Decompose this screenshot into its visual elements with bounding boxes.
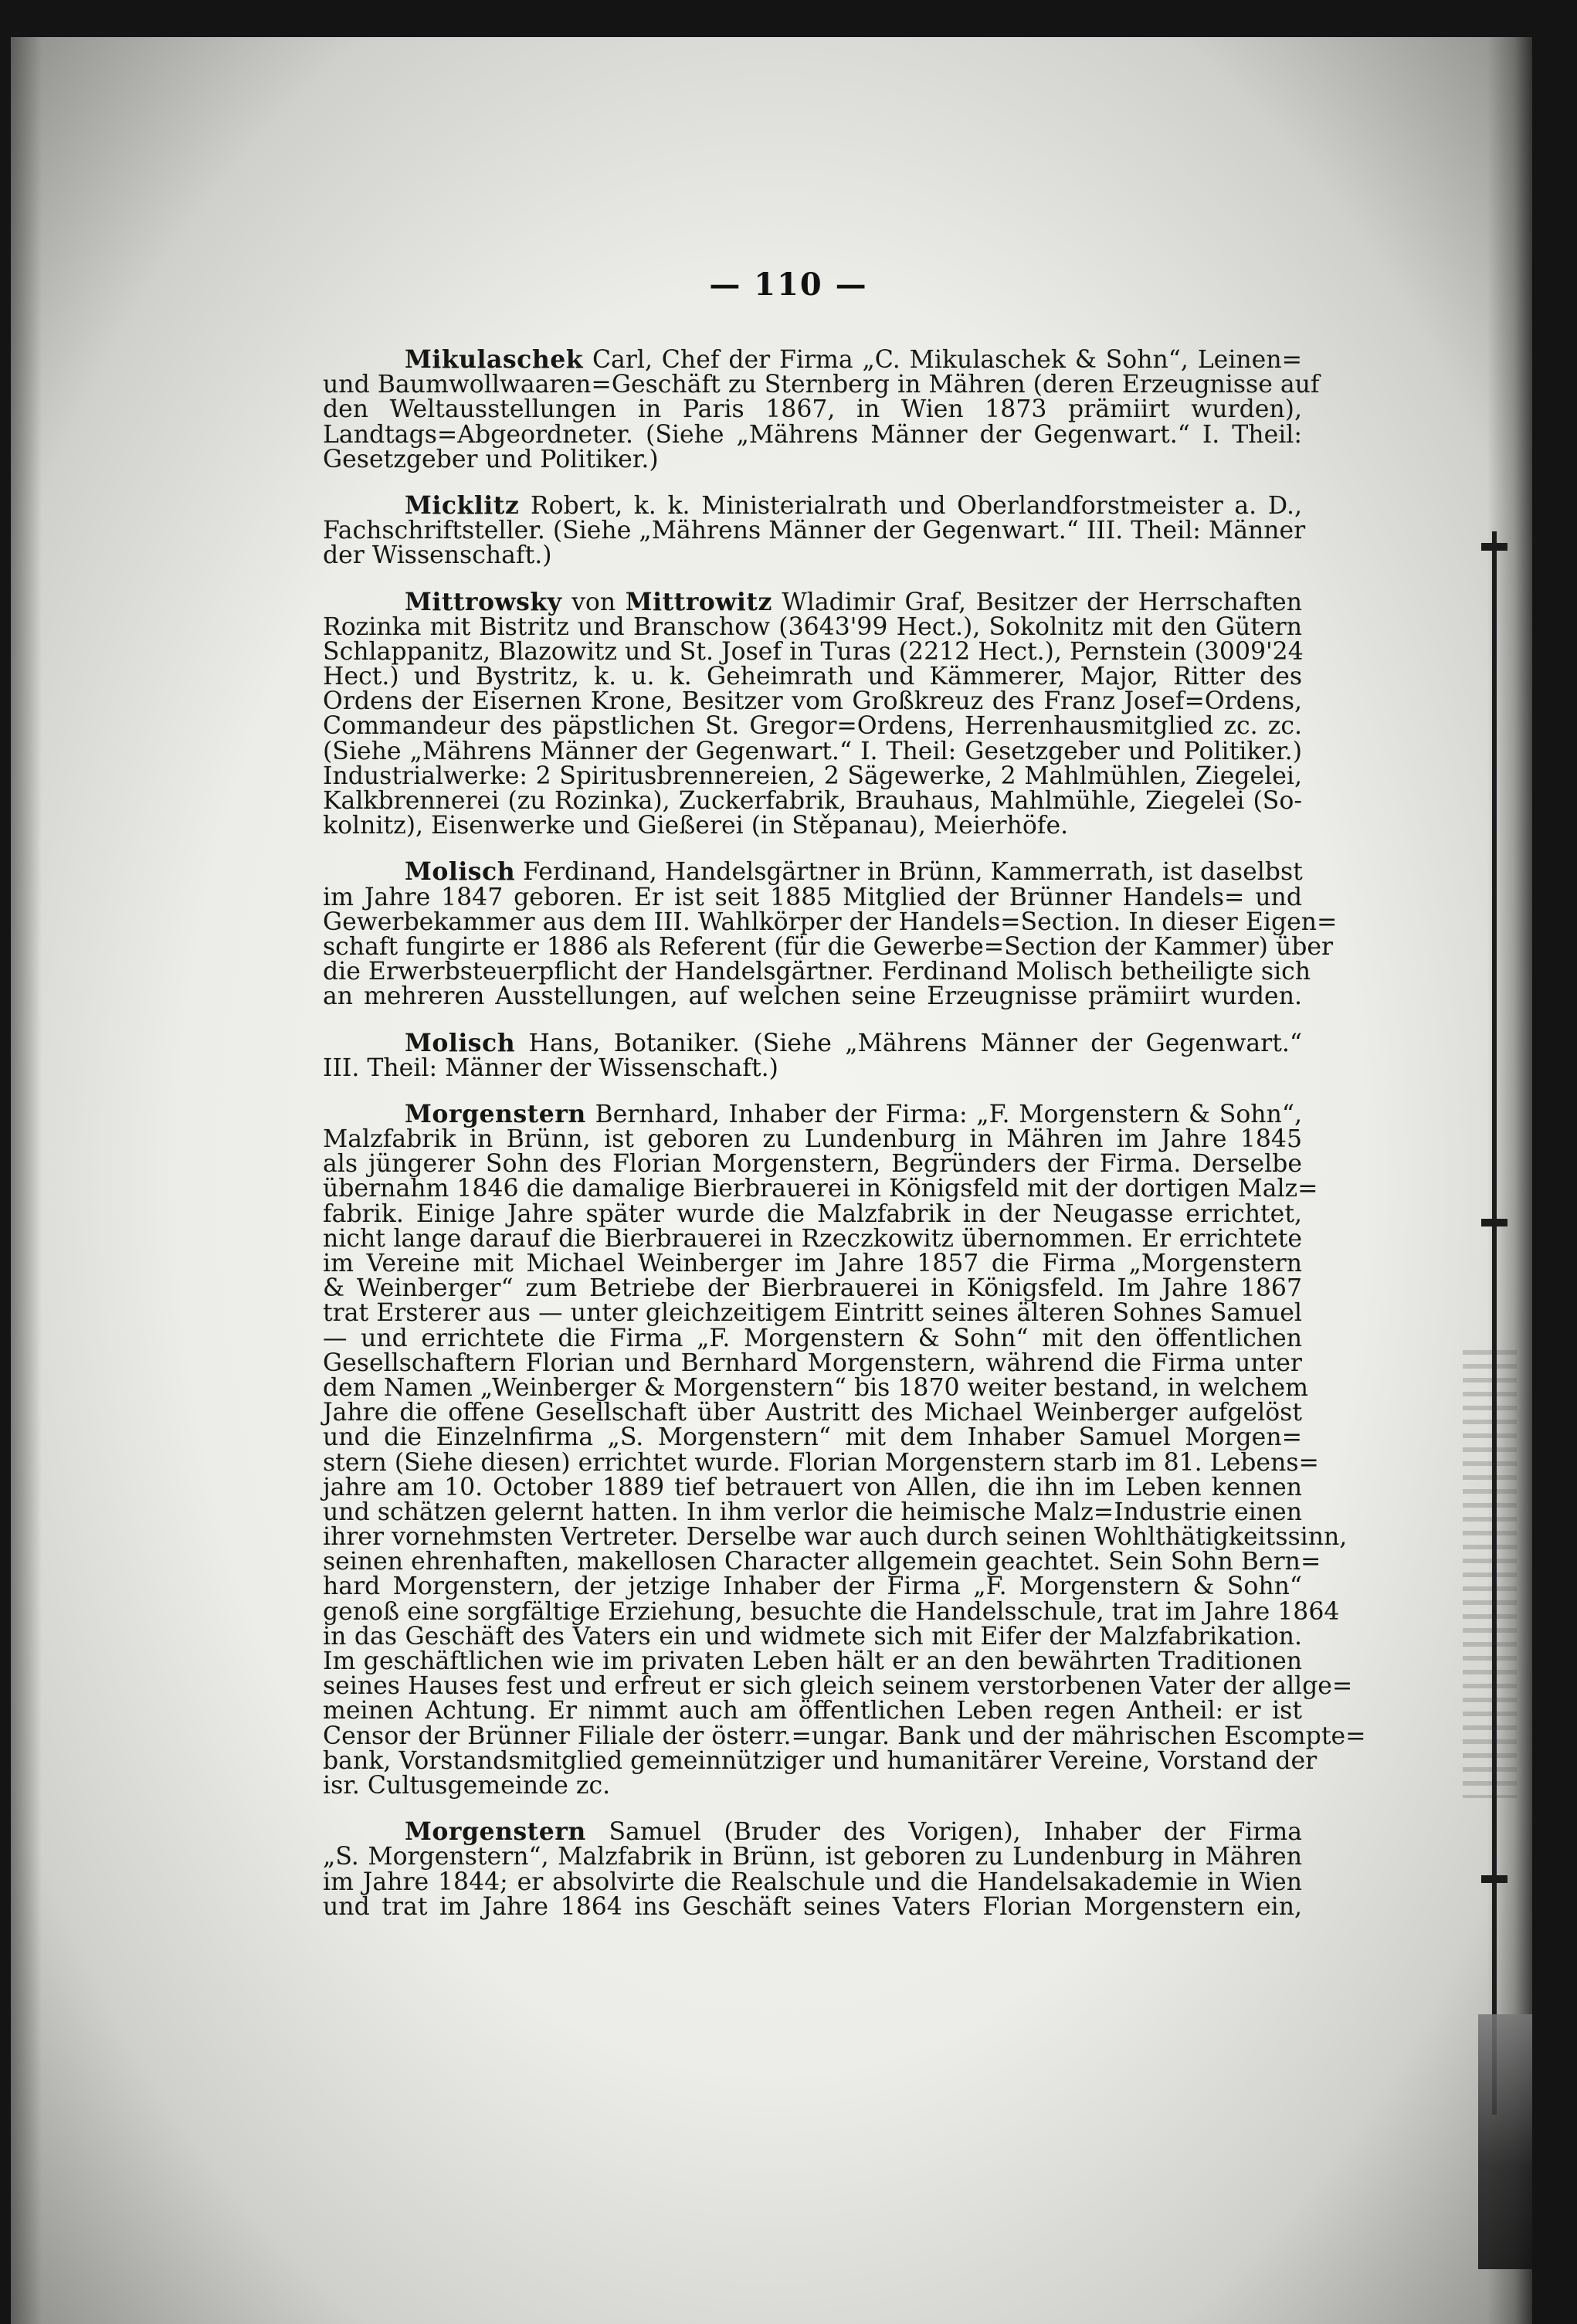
entry-line: Schlappanitz, Blazowitz und St. Josef in Turas (2212 Hect.), Pernstein (3009'24 xyxy=(323,637,1304,666)
entry-name: Mittrowitz xyxy=(625,587,772,616)
entry-line: im Jahre 1844; er absolvirte die Realschule und die Handelsakademie in Wien xyxy=(323,1868,1302,1896)
entry-line: Hect.) und Bystritz, k. u. k. Geheimrath und Kämmerer, Major, Ritter des xyxy=(323,663,1302,691)
binding-thread xyxy=(1481,543,1507,551)
entry-line: dem Namen „Weinberger & Morgenstern“ bis 1870 weiter bestand, in welchem xyxy=(323,1373,1308,1402)
entry-line: Molisch Ferdinand, Handelsgärtner in Brünn, Kammerrath, ist daselbst xyxy=(405,857,1303,887)
entry-line: Commandeur des päpstlichen St. Gregor=Ordens, Herrenhausmitglied zc. zc. xyxy=(323,712,1302,741)
entry-line: Gesellschaftern Florian und Bernhard Morgenstern, während die Firma unter xyxy=(323,1349,1302,1377)
entry-line: seinen ehrenhaften, makellosen Character allgemein geachtet. Sein Sohn Bern= xyxy=(323,1548,1321,1576)
entry-line: Mikulaschek Carl, Chef der Firma „C. Mikulaschek & Sohn“, Leinen= xyxy=(405,345,1302,374)
entry-line: und trat im Jahre 1864 ins Geschäft seines Vaters Florian Morgenstern ein, xyxy=(323,1892,1302,1921)
entry-line: Micklitz Robert, k. k. Ministerialrath und Oberlandforstmeister a. D., xyxy=(405,490,1302,520)
entry-line: im Vereine mit Michael Weinberger im Jahre 1857 die Firma „Morgenstern xyxy=(323,1250,1302,1277)
entry-mikulaschek xyxy=(323,345,1320,473)
entry-line: genoß eine sorgfältige Erziehung, besuchte die Handelsschule, trat im Jahre 1864 xyxy=(323,1597,1340,1626)
entry-line: seines Hauses fest und erfreut er sich gleich seinem verstorbenen Vater der allge= xyxy=(323,1672,1353,1701)
entry-line: jahre am 10. October 1889 tief betrauert von Allen, die ihn im Leben kennen xyxy=(323,1473,1302,1501)
entry-line: und schätzen gelernt hatten. In ihm verlor die heimische Malz=Industrie einen xyxy=(323,1498,1302,1526)
entry-line: schaft fungirte er 1886 als Referent (für die Gewerbe=Section der Kammer) über xyxy=(323,932,1334,961)
entry-line: in das Geschäft des Vaters ein und widmete sich mit Eifer der Malzfabrikation. xyxy=(323,1622,1302,1651)
entry-name: Molisch xyxy=(405,857,516,887)
entry-line: und Baumwollwaaren=Geschäft zu Sternberg in Mähren (deren Erzeugnisse auf xyxy=(323,371,1320,399)
entry-name: Mikulaschek xyxy=(405,345,584,374)
entry-name: Molisch xyxy=(405,1028,516,1057)
entry-line: Censor der Brünner Filiale der österr.=ungar. Bank und der mährischen Escompte= xyxy=(323,1722,1366,1750)
entry-line: Industrialwerke: 2 Spiritusbrennereien, 2 Sägewerke, 2 Mahlmühlen, Ziegelei, xyxy=(323,762,1302,790)
entry-line: Morgenstern Bernhard, Inhaber der Firma: „F. Morgenstern & Sohn“, xyxy=(405,1099,1302,1128)
entry-line: stern (Siehe diesen) errichtet wurde. Florian Morgenstern starb im 81. Lebens= xyxy=(323,1448,1319,1477)
entry-line: Mittrowsky von Mittrowitz Wladimir Graf, Besitzer der Herrschaften xyxy=(405,587,1302,616)
entry-line: an mehreren Ausstellungen, auf welchen seine Erzeugnisse prämiirt wurden. xyxy=(323,982,1302,1011)
entry-line: Kalkbrennerei (zu Rozinka), Zuckerfabrik, Brauhaus, Mahlmühle, Ziegelei (So- xyxy=(323,787,1302,815)
entry-line: übernahm 1846 die damalige Bierbrauerei in Königsfeld mit der dortigen Malz= xyxy=(323,1175,1318,1203)
page-edge-shadow-left xyxy=(11,37,42,2324)
entry-line: & Weinberger“ zum Betriebe der Bierbrauerei in Königsfeld. Im Jahre 1867 xyxy=(323,1274,1302,1303)
entry-line: isr. Cultusgemeinde zc. xyxy=(323,1771,611,1800)
entry-name: Micklitz xyxy=(405,490,520,520)
entry-line: im Jahre 1847 geboren. Er ist seit 1885 Mitglied der Brünner Handels= und xyxy=(323,883,1302,911)
entry-line: Im geschäftlichen wie im privaten Leben hält er an den bewährten Traditionen xyxy=(323,1647,1302,1675)
entry-line: (Siehe „Mährens Männer der Gegenwart.“ I. Theil: Gesetzgeber und Politiker.) xyxy=(323,737,1302,765)
entry-line: trat Ersterer aus — unter gleichzeitigem Eintritt seines älteren Sohnes Samuel xyxy=(323,1299,1302,1328)
margin-stain xyxy=(1463,1350,1517,1798)
binding-thread xyxy=(1481,1875,1507,1883)
entry-line: den Weltausstellungen in Paris 1867, in Wien 1873 prämiirt wurden), xyxy=(323,395,1302,424)
entry-line: Ordens der Eisernen Krone, Besitzer vom Großkreuz des Franz Josef=Ordens, xyxy=(323,687,1302,716)
text-column xyxy=(323,345,1366,1941)
entry-name: Morgenstern xyxy=(405,1099,586,1128)
entry-line: fabrik. Einige Jahre später wurde die Malzfabrik in der Neugasse errichtet, xyxy=(323,1199,1302,1228)
entry-line: als jüngerer Sohn des Florian Morgenstern, Begründers der Firma. Derselbe xyxy=(323,1150,1302,1179)
entry-morgenstern-bernhard xyxy=(323,1099,1366,1800)
entry-mittrowsky xyxy=(323,587,1304,840)
entry-line: Fachschriftsteller. (Siehe „Mährens Männer der Gegenwart.“ III. Theil: Männer xyxy=(323,517,1306,545)
entry-name: Mittrowsky xyxy=(405,587,562,616)
entry-morgenstern-samuel xyxy=(323,1817,1302,1921)
page-number: — 110 — xyxy=(709,266,868,303)
binding-thread xyxy=(1481,1219,1507,1226)
entry-line: Gewerbekammer aus dem III. Wahlkörper der Handels=Section. In dieser Eigen= xyxy=(323,908,1338,936)
entry-line: der Wissenschaft.) xyxy=(323,541,552,570)
entry-line: und die Einzelnfirma „S. Morgenstern“ mit dem Inhaber Samuel Morgen= xyxy=(323,1423,1302,1452)
entry-line: III. Theil: Männer der Wissenschaft.) xyxy=(323,1053,778,1082)
entry-line: Jahre die offene Gesellschaft über Austritt des Michael Weinberger aufgelöst xyxy=(323,1399,1302,1427)
entry-line: Morgenstern Samuel (Bruder des Vorigen), Inhaber der Firma xyxy=(405,1817,1302,1847)
entry-line: Gesetzgeber und Politiker.) xyxy=(323,445,659,473)
entry-molisch-hans xyxy=(323,1028,1302,1082)
entry-line: „S. Morgenstern“, Malzfabrik in Brünn, ist geboren zu Lundenburg in Mähren xyxy=(323,1843,1302,1871)
entry-line: bank, Vorstandsmitglied gemeinnütziger und humanitärer Vereine, Vorstand der xyxy=(323,1746,1318,1775)
entry-line: — und errichtete die Firma „F. Morgenstern & Sohn“ mit den öffentlichen xyxy=(323,1324,1302,1352)
entry-line: ihrer vornehmsten Vertreter. Derselbe war auch durch seinen Wohlthätigkeitssinn, xyxy=(323,1523,1348,1552)
torn-corner xyxy=(1478,2014,1532,2269)
entry-line: die Erwerbsteuerpflicht der Handelsgärtner. Ferdinand Molisch betheiligte sich xyxy=(323,958,1311,986)
entry-line: hard Morgenstern, der jetzige Inhaber der Firma „F. Morgenstern & Sohn“ xyxy=(323,1573,1302,1601)
entry-micklitz xyxy=(323,490,1306,570)
entry-line: nicht lange darauf die Bierbrauerei in Rzeczkowitz übernommen. Er errichtete xyxy=(323,1224,1302,1253)
entry-line: Rozinka mit Bistritz und Branschow (3643'99 Hect.), Sokolnitz mit den Gütern xyxy=(323,612,1302,641)
entry-line: Molisch Hans, Botaniker. (Siehe „Mährens Männer der Gegenwart.“ xyxy=(405,1028,1302,1057)
entry-line: meinen Achtung. Er nimmt auch am öffentlichen Leben regen Antheil: er ist xyxy=(323,1697,1302,1725)
entry-line: Landtags=Abgeordneter. (Siehe „Mährens Männer der Gegenwart.“ I. Theil: xyxy=(323,420,1302,449)
entry-molisch-ferdinand xyxy=(323,857,1338,1011)
entry-line: kolnitz), Eisenwerke und Gießerei (in Stěpanau), Meierhöfe. xyxy=(323,812,1069,840)
entry-name: Morgenstern xyxy=(405,1817,586,1847)
entry-line: Malzfabrik in Brünn, ist geboren zu Lundenburg in Mähren im Jahre 1845 xyxy=(323,1125,1302,1154)
